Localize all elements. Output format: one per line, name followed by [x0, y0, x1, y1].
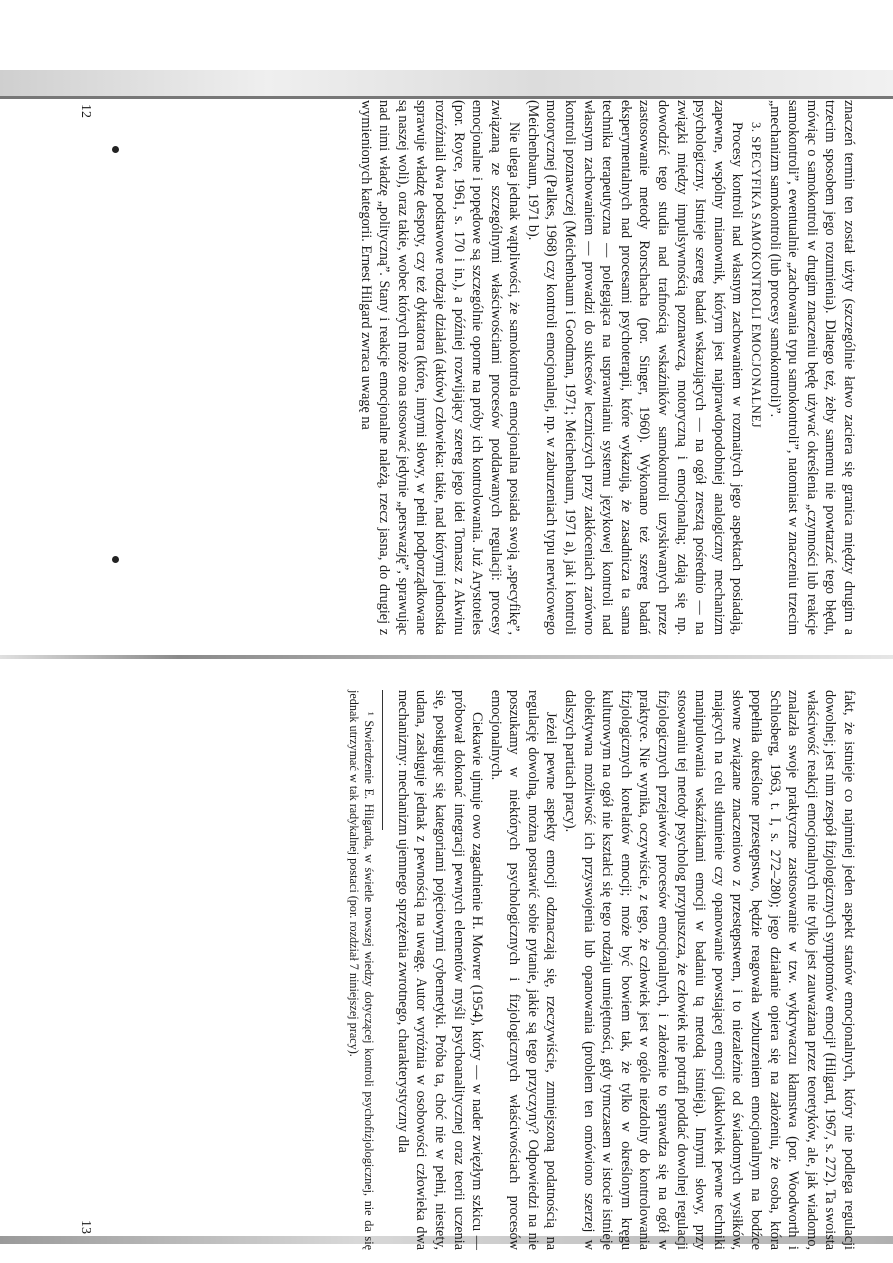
left-page: [78, 100, 858, 635]
footnote: ¹ Stwierdzenie E. Hilgarda, w świetle nowszej wiedzy dotyczącej kontroli psychofizjologicznej, nie da się jednak utrzymać w tak radykalnej postaci (por. rozdział 7 niniejszej pracy).: [346, 690, 377, 1250]
scan-edge-line: [0, 96, 893, 99]
footnote-divider: [382, 690, 383, 830]
margin-dot: [112, 556, 119, 563]
body-paragraph: Nie ulega jednak wątpliwości, że samokontrola emocjonalna posiada swoją „specyfikę”, związaną ze szczególnymi właściwościami procesów poddawanych regulacji: procesy emocjonalne i popędowe są szczególnie oporne na próby ich kontrolowania. Już Arystoteles (por. Royce, 1961, s. 170 i in.), a później rozwijający szereg jego idei Tomasz z Akwinu rozróżniali dwa podstawowe rodzaje działań (aktów) człowieka: takie, nad którymi jednostka sprawuje władzę despoty, czy też dyktatora (które, innymi słowy, w pełni podporządkowane są naszej woli), oraz takie, wobec których może ona stosować jedynie „perswazję”, sprawując nad nimi władzę „polityczną”. Stany i reakcje emocjonalne należą, rzecz jasna, do drugiej z wymienionych kategorii. Ernest Hilgard zwraca uwagę na: [357, 100, 523, 635]
body-paragraph: Ciekawie ujmuje owo zagadnienie H. Mowrer (1954), który — w nader zwięzłym szkicu — próbował dokonać integracji pewnych elementów myśli psychoanalitycznej oraz teorii uczenia się, posługując się kategoriami pojęciowymi cybernetyki. Próba ta, choć nie w pełni, niestety, udana, zasługuje jednak z pewnością na uwagę. Autor wyróżnia w osobowości człowieka dwa mechanizmy: mechanizm ujemnego sprzężenia zwrotnego, charakterystyczny dla: [394, 690, 486, 1250]
scan-edge-top: [0, 70, 893, 96]
body-paragraph: Procesy kontroli nad własnym zachowaniem w rozmaitych jego aspektach posiadają, zapewne, wspólny mianownik, którym jest najprawdopodobniej analogiczny mechanizm psychologiczny. Istnieje szereg badań wskazujących — na ogół zresztą pośrednio — na związki między impulsywnością poznawczą, motoryczną i emocjonalną; zdają się np. dowodzić tego studia nad trafnością wskaźników samokontroli uzyskiwanych przez zastosowanie metody Rorschacha (por. Singer, 1960). Wykonano też szereg badań eksperymentalnych nad procesami psychoterapii, które wykazują, że zasadnicza ta sama technika terapeutyczna — polegająca na usprawnianiu systemu językowej kontroli nad własnym zachowaniem — prowadzi do sukcesów leczniczych przy zakłóceniach zarówno kontroli poznawczej (Meichenbaum i Goodman, 1971; Meichenbaum, 1971 a), jak i kontroli motorycznej (Palkes, 1968) czy kontroli emocjonalnej, np. w zaburzeniach typu nerwicowego (Meichenbaum, 1971 b).: [524, 100, 746, 635]
page-number-right: 13: [78, 1220, 93, 1234]
right-page: [78, 690, 858, 1250]
body-paragraph: Jeżeli pewne aspekty emocji odznaczają się, rzeczywiście, zmniejszoną podatnością na regulację dowolną, można postawić sobie pytanie, jakie są tego przyczyny? Odpowiedzi na nie poszukamy w niektórych psychologicznych i fizjologicznych właściwościach procesów emocjonalnych.: [487, 690, 560, 1250]
rotated-book-spread: [58, 100, 858, 1260]
intro-paragraph: znaczeń termin ten został użyty (szczególnie łatwo zaciera się granica między drugim a trzecim sposobem jego rozumienia). Dlatego też, żeby samemu nie powtarzać tego błędu, mówiąc o samokontroli w drugim znaczeniu będę używać określenia „czynności lub reakcje samokontroli”, ewentualnie „zachowania typu samokontroli”, natomiast w znaczeniu trzecim „mechanizm samokontroli (lub procesy samokontroli)”.: [766, 100, 857, 635]
section-heading: 3. SPECYFIKA SAMOKONTROLI EMOCJONALNEJ: [749, 122, 764, 429]
margin-dot: [112, 146, 119, 153]
page-number-left: 12: [78, 104, 93, 118]
body-paragraph: fakt, że istnieje co najmniej jeden aspekt stanów emocjonalnych, który nie podlega regulacji dowolnej; jest nim zespół fizjologicznych symptomów emocji¹ (Hilgard, 1967, s. 272). Ta swoista właściwość reakcji emocjonalnych nie tylko jest zauważana przez teoretyków, ale, jak wiadomo, znalazła swoje praktyczne zastosowanie w tzw. wykrywaczu kłamstwa (por. Woodworth i Schlosberg, 1963, t. I, s. 272–280); jego działanie opiera się na założeniu, że osoba, która popełniła określone przestępstwo, będzie reagowała wzburzeniem emocjonalnym na bodźce słowne związane znaczeniowo z przestępstwem, i to niezależnie od świadomych wysiłków, mających na celu stłumienie czy opanowanie powstającej emocji (jakkolwiek pewne techniki manipulowania wskaźnikami emocji w badaniu tą metodą istnieją). Innymi słowy, przy stosowaniu tej metody psycholog przypuszcza, że człowiek nie potrafi poddać dowolnej regulacji fizjologicznych przejawów procesów emocjonalnych, i założenie to sprawdza się na ogół w praktyce. Nie wynika, oczywiście, z tego, że człowiek jest w ogóle niezdolny do kontrolowania fizjologicznych korelatów emocji; może być bowiem tak, że tylko w określonym kręgu kulturowym na ogół nie kształci się tego rodzaju umiejętności, gdy tymczasem w istocie istnieje obiektywna możliwość ich przyswojenia lub opanowania (problem ten omówiono szerzej w dalszych partiach pracy).: [562, 690, 857, 1250]
